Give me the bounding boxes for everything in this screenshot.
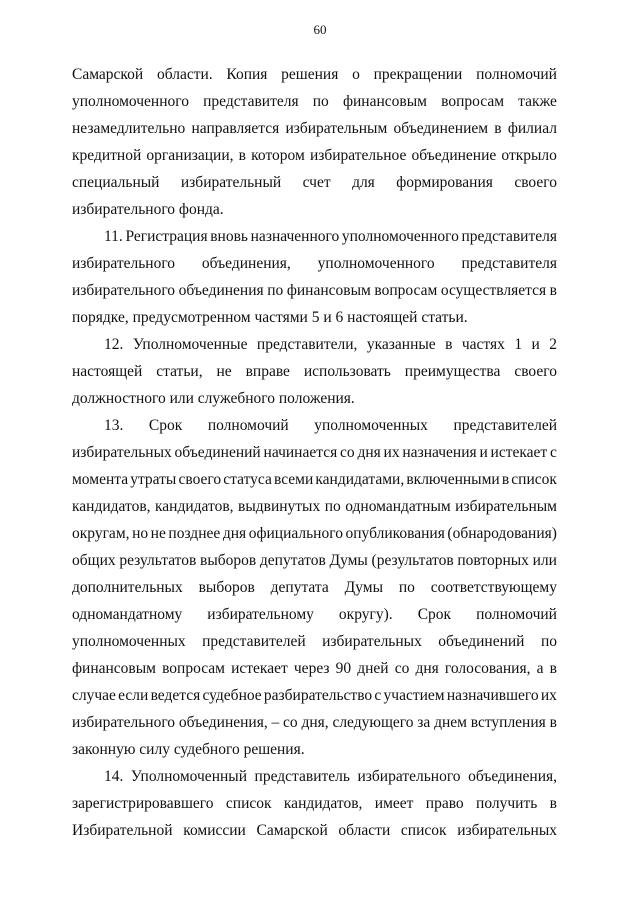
word: в xyxy=(445,336,453,353)
word: участием xyxy=(383,687,445,704)
word: право xyxy=(425,795,464,812)
word: о xyxy=(352,66,360,83)
word: Регистрация xyxy=(125,228,208,245)
word: истекает xyxy=(231,660,288,677)
word: через xyxy=(293,660,330,677)
word: формирования xyxy=(396,174,493,191)
word: округам, xyxy=(72,525,130,542)
word: назначенного xyxy=(250,228,340,245)
word: своего xyxy=(178,471,222,488)
word: кандидатов, xyxy=(283,795,363,812)
word: также xyxy=(518,93,557,110)
word: объединения xyxy=(178,282,264,299)
word: избирательных xyxy=(72,444,172,461)
word: одномандатным xyxy=(345,498,451,515)
word: не xyxy=(216,363,232,380)
word: момента xyxy=(72,471,129,488)
word: своего xyxy=(514,363,557,380)
word: настоящей xyxy=(72,363,143,380)
word: избирательного xyxy=(72,714,176,731)
word: избирательным xyxy=(455,498,557,515)
word: назначившего xyxy=(446,687,539,704)
word: а xyxy=(536,660,544,677)
word: днем xyxy=(434,714,467,731)
word: комиссии xyxy=(183,822,246,839)
word: и xyxy=(479,444,488,461)
word: избирательное xyxy=(309,147,407,164)
text-line xyxy=(72,282,557,300)
word: дополнительных xyxy=(72,579,183,596)
word: (результатов xyxy=(371,552,454,569)
text-line xyxy=(72,93,557,111)
text-line: законную силу судебного решения. xyxy=(72,741,305,758)
word: разбирательство xyxy=(263,687,373,704)
word: – xyxy=(271,714,280,731)
text-line xyxy=(72,579,557,597)
word: в xyxy=(238,147,246,164)
word: Думы xyxy=(329,552,368,569)
word: повторных xyxy=(457,552,529,569)
word: список xyxy=(225,795,272,812)
word: представители, xyxy=(256,336,358,353)
word: открыло xyxy=(501,147,557,164)
word: направляется xyxy=(191,120,280,137)
word: 14. xyxy=(104,768,124,785)
word: соответствующему xyxy=(430,579,557,596)
word: организации, xyxy=(146,147,234,164)
word: по xyxy=(312,93,329,110)
word: избирательного xyxy=(72,282,176,299)
text-line xyxy=(72,822,557,840)
word: котором xyxy=(251,147,305,164)
word: общих xyxy=(72,552,116,569)
text-line xyxy=(72,633,557,651)
word: и xyxy=(531,336,540,353)
word: 12. xyxy=(104,336,124,353)
text-line xyxy=(72,174,557,192)
word: решения xyxy=(281,66,339,83)
word: ведется xyxy=(150,687,201,704)
word: кредитной xyxy=(72,147,142,164)
word: в xyxy=(549,660,557,677)
word: опубликования xyxy=(345,525,445,542)
word: всеми xyxy=(273,471,314,488)
word: статуса xyxy=(223,471,272,488)
word: со xyxy=(340,444,355,461)
word: Копия xyxy=(226,66,268,83)
word: по xyxy=(324,498,341,515)
word: указанные xyxy=(366,336,436,353)
text-line xyxy=(72,363,557,381)
word: финансовым xyxy=(342,93,427,110)
word: вопросам xyxy=(374,282,438,299)
word: Уполномоченный xyxy=(130,768,247,785)
word: следующего xyxy=(332,714,414,731)
word: позднее xyxy=(168,525,221,542)
word: зарегистрировавшего xyxy=(72,795,214,812)
word: избирательному xyxy=(207,606,314,623)
word: в xyxy=(549,282,557,299)
text-line: порядке, предусмотренном частями 5 и 6 настоящей статьи. xyxy=(72,309,468,326)
text-line xyxy=(104,228,557,246)
word: список xyxy=(400,822,447,839)
text-line xyxy=(72,606,557,624)
word: специальный xyxy=(72,174,160,191)
word: со xyxy=(283,714,298,731)
word: преимущества xyxy=(404,363,501,380)
word: если xyxy=(118,687,149,704)
word: Срок xyxy=(417,606,452,623)
word: 11. xyxy=(104,228,123,245)
word: объединений xyxy=(174,444,261,461)
word: представителя xyxy=(461,255,557,272)
word: объединений xyxy=(438,633,525,650)
word: представителя xyxy=(461,228,557,245)
word: дня xyxy=(357,444,381,461)
word: случае xyxy=(72,687,116,704)
word: (обнародования) xyxy=(447,525,557,542)
word: избирательных xyxy=(322,633,422,650)
word: дня xyxy=(415,660,439,677)
word: прекращении xyxy=(373,66,463,83)
word: кандидатов, xyxy=(155,498,234,515)
text-line xyxy=(72,444,557,462)
word: вновь xyxy=(210,228,248,245)
word: представителей xyxy=(202,633,306,650)
page-number: 60 xyxy=(313,22,327,37)
word: избирательный xyxy=(180,174,282,191)
word: финансовым xyxy=(286,282,371,299)
text-line xyxy=(72,714,557,732)
text-line xyxy=(72,795,557,813)
word: за xyxy=(417,714,431,731)
word: Избирательной xyxy=(72,822,173,839)
word: в xyxy=(494,120,502,137)
word: уполномоченного xyxy=(72,93,189,110)
word: уполномоченного xyxy=(341,228,459,245)
text-line xyxy=(72,687,557,705)
word: полномочий xyxy=(476,66,557,83)
word: их xyxy=(540,687,557,704)
text-line xyxy=(72,147,557,165)
word: избирательного xyxy=(72,255,176,272)
word: официального xyxy=(248,525,343,542)
text-line xyxy=(72,660,557,678)
word: своего xyxy=(514,174,557,191)
word: в xyxy=(549,714,557,731)
word: по xyxy=(267,282,284,299)
word: вправе xyxy=(245,363,290,380)
word: 2 xyxy=(549,336,557,353)
text-line: избирательного фонда. xyxy=(72,201,224,218)
word: объединением xyxy=(393,120,489,137)
word: Думы xyxy=(344,579,383,596)
word: кандидатами, xyxy=(315,471,405,488)
word: утраты xyxy=(130,471,177,488)
word: выборов xyxy=(198,579,255,596)
word: дня, xyxy=(301,714,329,731)
word: депутатов xyxy=(259,552,326,569)
text-line xyxy=(72,552,557,570)
word: использовать xyxy=(303,363,391,380)
word: назначения xyxy=(402,444,477,461)
word: выборов xyxy=(200,552,257,569)
word: полномочий xyxy=(476,606,557,623)
word: со xyxy=(394,660,410,677)
word: дня xyxy=(222,525,247,542)
word: уполномоченных xyxy=(314,417,428,434)
word: одномандатному xyxy=(72,606,183,623)
word: 1 xyxy=(514,336,523,353)
text-line xyxy=(104,417,557,435)
word: в xyxy=(501,471,510,488)
word: незамедлительно xyxy=(72,120,186,137)
word: Самарской xyxy=(256,822,328,839)
word: имеет xyxy=(374,795,414,812)
text-line xyxy=(72,120,557,138)
word: представителей xyxy=(453,417,557,434)
word: Срок xyxy=(148,417,183,434)
word: не xyxy=(150,525,166,542)
word: вступления xyxy=(470,714,546,731)
text-line xyxy=(72,498,557,516)
text-line xyxy=(72,471,557,489)
word: получить xyxy=(476,795,538,812)
word: филиал xyxy=(507,120,557,137)
word: вопросам xyxy=(441,93,505,110)
word: с xyxy=(374,687,382,704)
word: начинается xyxy=(263,444,338,461)
word: результатов xyxy=(119,552,197,569)
word: 13. xyxy=(104,417,124,434)
word: по xyxy=(540,633,557,650)
word: их xyxy=(383,444,400,461)
text-line xyxy=(72,525,557,543)
word: избирательного xyxy=(357,768,461,785)
word: вопросам xyxy=(162,660,225,677)
text-line: должностного или служебного положения. xyxy=(72,390,355,407)
word: счет xyxy=(302,174,331,191)
word: выдвинутых xyxy=(238,498,321,515)
word: объединение xyxy=(411,147,497,164)
word: но xyxy=(132,525,149,542)
word: уполномоченных xyxy=(72,633,186,650)
word: или xyxy=(532,552,557,569)
word: избирательных xyxy=(457,822,557,839)
word: истекает xyxy=(490,444,548,461)
word: Уполномоченные xyxy=(132,336,248,353)
word: области. xyxy=(156,66,213,83)
word: Самарской xyxy=(72,66,144,83)
word: осуществляется xyxy=(440,282,547,299)
word: области xyxy=(338,822,391,839)
text-line xyxy=(104,336,557,354)
word: представителя xyxy=(203,93,299,110)
word: статьи, xyxy=(156,363,203,380)
word: депутата xyxy=(270,579,329,596)
text-line xyxy=(72,66,557,84)
word: судебное xyxy=(202,687,262,704)
word: для xyxy=(352,174,375,191)
word: округу). xyxy=(338,606,393,623)
word: 90 xyxy=(335,660,352,677)
word: голосования, xyxy=(444,660,531,677)
word: финансовым xyxy=(72,660,156,677)
word: в xyxy=(549,795,557,812)
word: избирательным xyxy=(285,120,388,137)
word: включенными xyxy=(406,471,500,488)
word: частях xyxy=(461,336,505,353)
word: кандидатов, xyxy=(72,498,151,515)
word: уполномоченного xyxy=(317,255,435,272)
word: объединения, xyxy=(201,255,291,272)
text-line xyxy=(72,255,557,273)
word: дней xyxy=(357,660,389,677)
word: объединения, xyxy=(178,714,268,731)
word: объединения, xyxy=(468,768,557,785)
word: представитель xyxy=(254,768,350,785)
word: полномочий xyxy=(207,417,289,434)
word: с xyxy=(550,444,557,461)
text-line xyxy=(104,768,557,786)
word: список xyxy=(511,471,557,488)
word: по xyxy=(398,579,415,596)
